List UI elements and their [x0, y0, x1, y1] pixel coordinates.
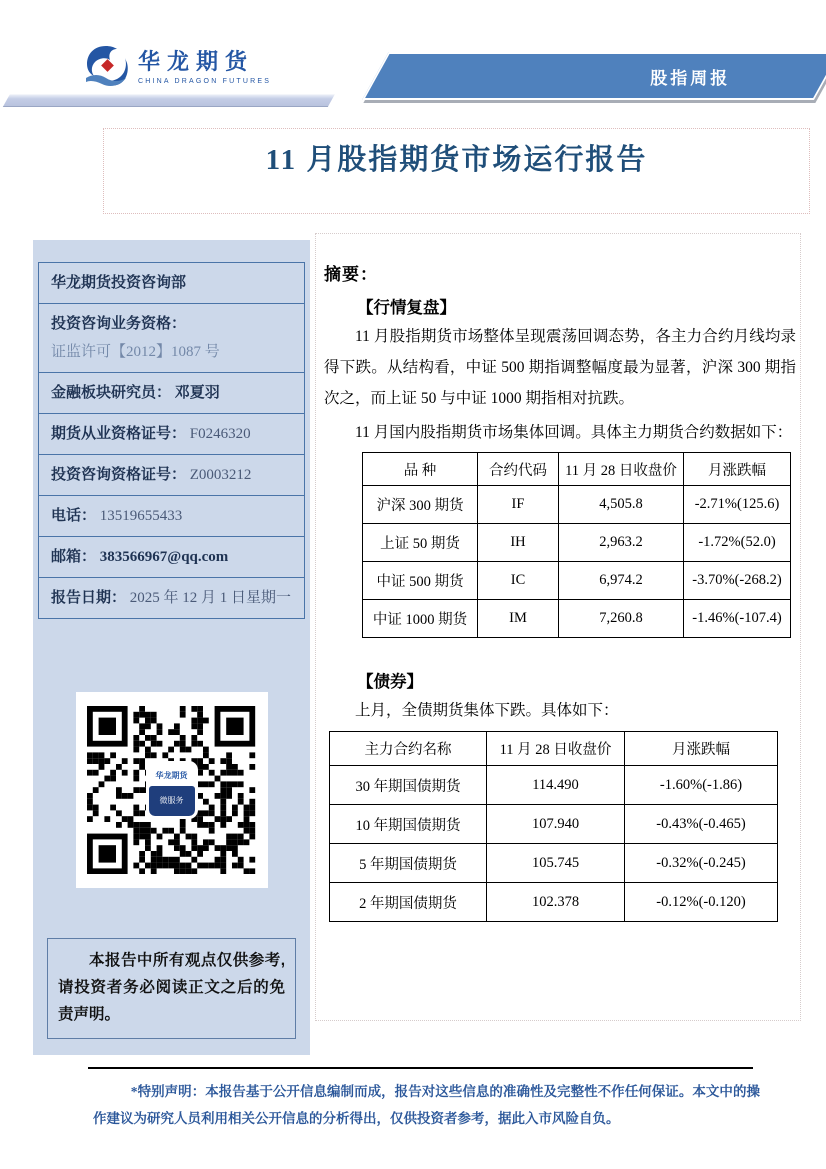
- cell-code: IM: [478, 600, 559, 638]
- cell-close: 4,505.8: [559, 486, 684, 524]
- info-sidebar: [33, 240, 310, 1055]
- cell-variety: 中证 1000 期货: [363, 600, 478, 638]
- phone-number: 13519655433: [99, 508, 183, 524]
- index-futures-table: [362, 452, 791, 638]
- researcher-name: 邓夏羽: [174, 385, 220, 401]
- cell-code: IF: [478, 486, 559, 524]
- market-review-paragraph: 11 月股指期货市场整体呈现震荡回调态势，各主力合约月线均录得下跌。从结构看，中证 500 期指调整幅度最为显著，沪深 300 期指次之，而上证 50 与中证 1000 期指相对抗跌。: [324, 328, 796, 407]
- company-logo: [84, 44, 271, 90]
- cell-code: IH: [478, 524, 559, 562]
- report-type-banner: [362, 52, 826, 100]
- header-decorative-band: [3, 94, 335, 107]
- license-label: 投资咨询业务资格：: [51, 316, 187, 332]
- cell-close: 6,974.2: [559, 562, 684, 600]
- report-date-label: 报告日期：: [51, 590, 127, 606]
- col-monthly-change: 月涨跌幅: [625, 732, 778, 766]
- qr-badge-company: 华龙期货: [155, 771, 188, 780]
- summary-heading: 摘要：: [324, 265, 378, 284]
- cell-close: 114.490: [487, 766, 625, 805]
- col-contract-name: 主力合约名称: [330, 732, 487, 766]
- logo-company-subtitle: CHINA DRAGON FUTURES: [138, 78, 272, 85]
- cell-close: 7,260.8: [559, 600, 684, 638]
- col-monthly-change: 月涨跌幅: [684, 453, 791, 486]
- bonds-paragraph: 上月，全债期货集体下跌。具体如下：: [355, 702, 619, 719]
- department-name: 华龙期货投资咨询部: [51, 275, 187, 291]
- sidebar-disclaimer: 本报告中所有观点仅供参考,请投资者务必阅读正文之后的免责声明。: [47, 938, 296, 1039]
- info-row-email: [39, 537, 304, 578]
- cell-close: 2,963.2: [559, 524, 684, 562]
- table-row: [363, 486, 791, 524]
- cell-variety: 中证 500 期货: [363, 562, 478, 600]
- col-close-price: 11 月 28 日收盘价: [559, 453, 684, 486]
- info-row-researcher: [39, 373, 304, 414]
- logo-company-name: 华龙期货: [138, 49, 255, 74]
- cell-name: 5 年期国债期货: [330, 844, 487, 883]
- phone-label: 电话：: [51, 508, 97, 524]
- cell-change: -1.46%(-107.4): [684, 600, 791, 638]
- page-title: 11 月股指期货市场运行报告: [265, 144, 648, 176]
- table-header-row: [330, 732, 778, 766]
- wechat-qr-code: [76, 692, 268, 888]
- cell-change: -3.70%(-268.2): [684, 562, 791, 600]
- table-row: [330, 883, 778, 922]
- section-market-review-heading: 【行情复盘】: [357, 298, 456, 317]
- info-row-consulting-cert: [39, 455, 304, 496]
- researcher-label: 金融板块研究员：: [51, 385, 172, 401]
- qr-center-badge: [149, 764, 195, 816]
- cell-variety: 沪深 300 期货: [363, 486, 478, 524]
- dragon-wave-logo-icon: [84, 44, 128, 90]
- table-row: [330, 805, 778, 844]
- info-row-department: [39, 263, 304, 304]
- cell-change: -0.43%(-0.465): [625, 805, 778, 844]
- consulting-cert-number: Z0003212: [189, 467, 252, 483]
- bond-futures-table: [329, 731, 778, 922]
- email-label: 邮箱：: [51, 549, 97, 565]
- info-row-futures-cert: [39, 414, 304, 455]
- section-bonds-heading: 【债券】: [357, 672, 423, 691]
- cell-change: -0.32%(-0.245): [625, 844, 778, 883]
- index-futures-paragraph: 11 月国内股指期货市场集体回调。具体主力期货合约数据如下：: [355, 424, 793, 441]
- report-type-label: 股指周报: [650, 68, 731, 88]
- cell-close: 102.378: [487, 883, 625, 922]
- footer-divider: [88, 1067, 753, 1069]
- table-row: [363, 600, 791, 638]
- table-header-row: [363, 453, 791, 486]
- cell-code: IC: [478, 562, 559, 600]
- license-value: 证监许可【2012】1087 号: [51, 344, 220, 360]
- cell-close: 107.940: [487, 805, 625, 844]
- report-body: [315, 233, 801, 1021]
- cell-name: 10 年期国债期货: [330, 805, 487, 844]
- cell-change: -0.12%(-0.120): [625, 883, 778, 922]
- col-close-price: 11 月 28 日收盘价: [487, 732, 625, 766]
- cell-change: -1.60%(-1.86): [625, 766, 778, 805]
- table-row: [363, 524, 791, 562]
- cell-change: -1.72%(52.0): [684, 524, 791, 562]
- futures-cert-number: F0246320: [189, 426, 251, 442]
- table-row: [330, 844, 778, 883]
- info-row-license: [39, 304, 304, 373]
- email-address: 383566967@qq.com: [99, 549, 229, 565]
- col-variety: 品 种: [363, 453, 478, 486]
- table-row: [330, 766, 778, 805]
- info-row-report-date: [39, 578, 304, 618]
- futures-cert-label: 期货从业资格证号：: [51, 426, 187, 442]
- cell-close: 105.745: [487, 844, 625, 883]
- cell-change: -2.71%(125.6): [684, 486, 791, 524]
- info-row-phone: [39, 496, 304, 537]
- report-date-value: 2025 年 12 月 1 日星期一: [129, 590, 292, 606]
- cell-variety: 上证 50 期货: [363, 524, 478, 562]
- consulting-cert-label: 投资咨询资格证号：: [51, 467, 187, 483]
- footer-disclaimer: *特别声明：本报告基于公开信息编制而成，报告对这些信息的准确性及完整性不作任何保证。本文中的操作建议为研究人员利用相关公开信息的分析得出，仅供投资者参考，据此入市风险自负。: [93, 1084, 760, 1126]
- table-row: [363, 562, 791, 600]
- cell-name: 2 年期国债期货: [330, 883, 487, 922]
- qr-badge-sub: 微服务: [149, 786, 195, 816]
- analyst-info-box: [38, 262, 305, 619]
- title-frame: [103, 128, 810, 214]
- col-contract-code: 合约代码: [478, 453, 559, 486]
- cell-name: 30 年期国债期货: [330, 766, 487, 805]
